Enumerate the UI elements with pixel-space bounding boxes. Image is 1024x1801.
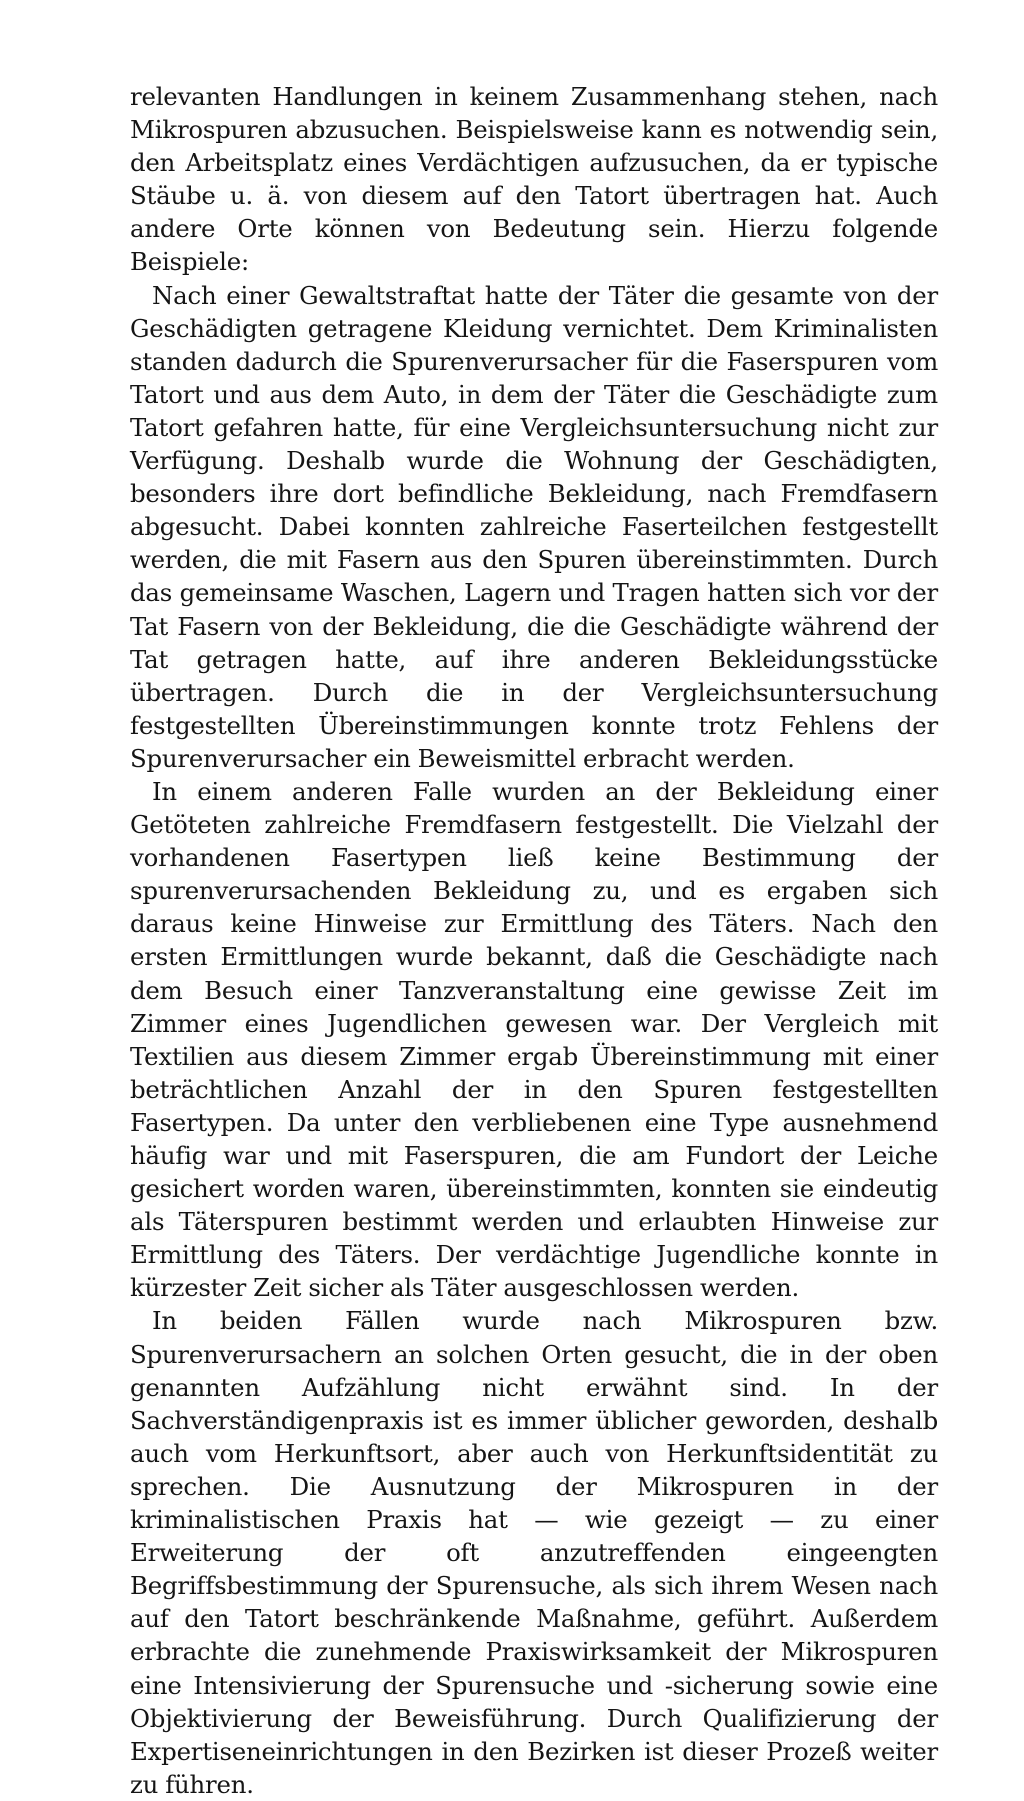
paragraph-example-one: Nach einer Gewaltstraftat hatte der Täter die gesamte von der Geschädigten getragene Kleidung vernichtet. Dem Kriminalisten standen dadurch die Spurenverursacher für die Faserspuren vom Tatort und aus dem Auto, in dem der Täter die Geschädigte zum Tatort gefahren hatte, für eine Vergleichsuntersuchung nicht zur Verfügung. Deshalb wurde die Wohnung der Geschädigten, besonders ihre dort befindliche Bekleidung, nach Fremdfasern abgesucht. Dabei konnten zahlreiche Faserteilchen festgestellt werden, die mit Fasern aus den Spuren übereinstimmten. Durch das gemeinsame Waschen, Lagern und Tragen hatten sich vor der Tat Fasern von der Bekleidung, die die Geschädigte während der Tat getragen hatte, auf ihre anderen Bekleidungsstücke übertragen. Durch die in der Vergleichsuntersuchung festgestellten Übereinstimmungen konnte trotz Fehlens der Spurenverursacher ein Beweismittel erbracht werden. <box>130 280 938 773</box>
paragraph-example-two: In einem anderen Falle wurden an der Bekleidung einer Getöteten zahlreiche Fremdfasern festgestellt. Die Vielzahl der vorhandenen Fasertypen ließ keine Bestimmung der spurenverursachenden Bekleidung zu, und es ergaben sich daraus keine Hinweise zur Ermittlung des Täters. Nach den ersten Ermittlungen wurde bekannt, daß die Geschädigte nach dem Besuch einer Tanzveranstaltung eine gewisse Zeit im Zimmer eines Jugendlichen gewesen war. Der Vergleich mit Textilien aus diesem Zimmer ergab Übereinstimmung mit einer beträchtlichen Anzahl der in den Spuren festgestellten Fasertypen. Da unter den verbliebenen eine Type ausnehmend häufig war und mit Faserspuren, die am Fundort der Leiche gesichert worden waren, übereinstimmten, konnten sie eindeutig als Täterspuren bestimmt werden und erlaubten Hinweise zur Ermittlung des Täters. Der verdächtige Jugendliche konnte in kürzester Zeit sicher als Täter ausgeschlossen werden. <box>130 776 938 1303</box>
paragraph-conclusion: In beiden Fällen wurde nach Mikrospuren bzw. Spurenverursachern an solchen Orten gesucht, die in der oben genannten Aufzählung nicht erwähnt sind. In der Sachverständigenpraxis ist es immer üblicher geworden, deshalb auch vom Herkunftsort, aber auch von Herkunftsidentität zu sprechen. Die Ausnutzung der Mikrospuren in der kriminalistischen Praxis hat — wie gezeigt — zu einer Erweiterung der oft anzutreffenden eingeengten Begriffsbestimmung der Spurensuche, als sich ihrem Wesen nach auf den Tatort beschränkende Maßnahme, geführt. Außerdem erbrachte die zunehmende Praxiswirksamkeit der Mikrospuren eine Intensivierung der Spurensuche und -sicherung sowie eine Objektivierung der Beweisführung. Durch Qualifizierung der Expertiseneinrichtungen in den Bezirken ist dieser Prozeß weiter zu führen. <box>130 1306 938 1799</box>
paragraph-continuation: relevanten Handlungen in keinem Zusammenhang stehen, nach Mikrospuren abzusuchen. Beispielsweise kann es notwendig sein, den Arbeitsplatz eines Verdächtigen aufzusuchen, da er typische Stäube u. ä. von diesem auf den Tatort übertragen hat. Auch andere Orte können von Bedeutung sein. Hierzu folgende Beispiele: <box>130 82 938 277</box>
body-text <box>130 80 938 1801</box>
